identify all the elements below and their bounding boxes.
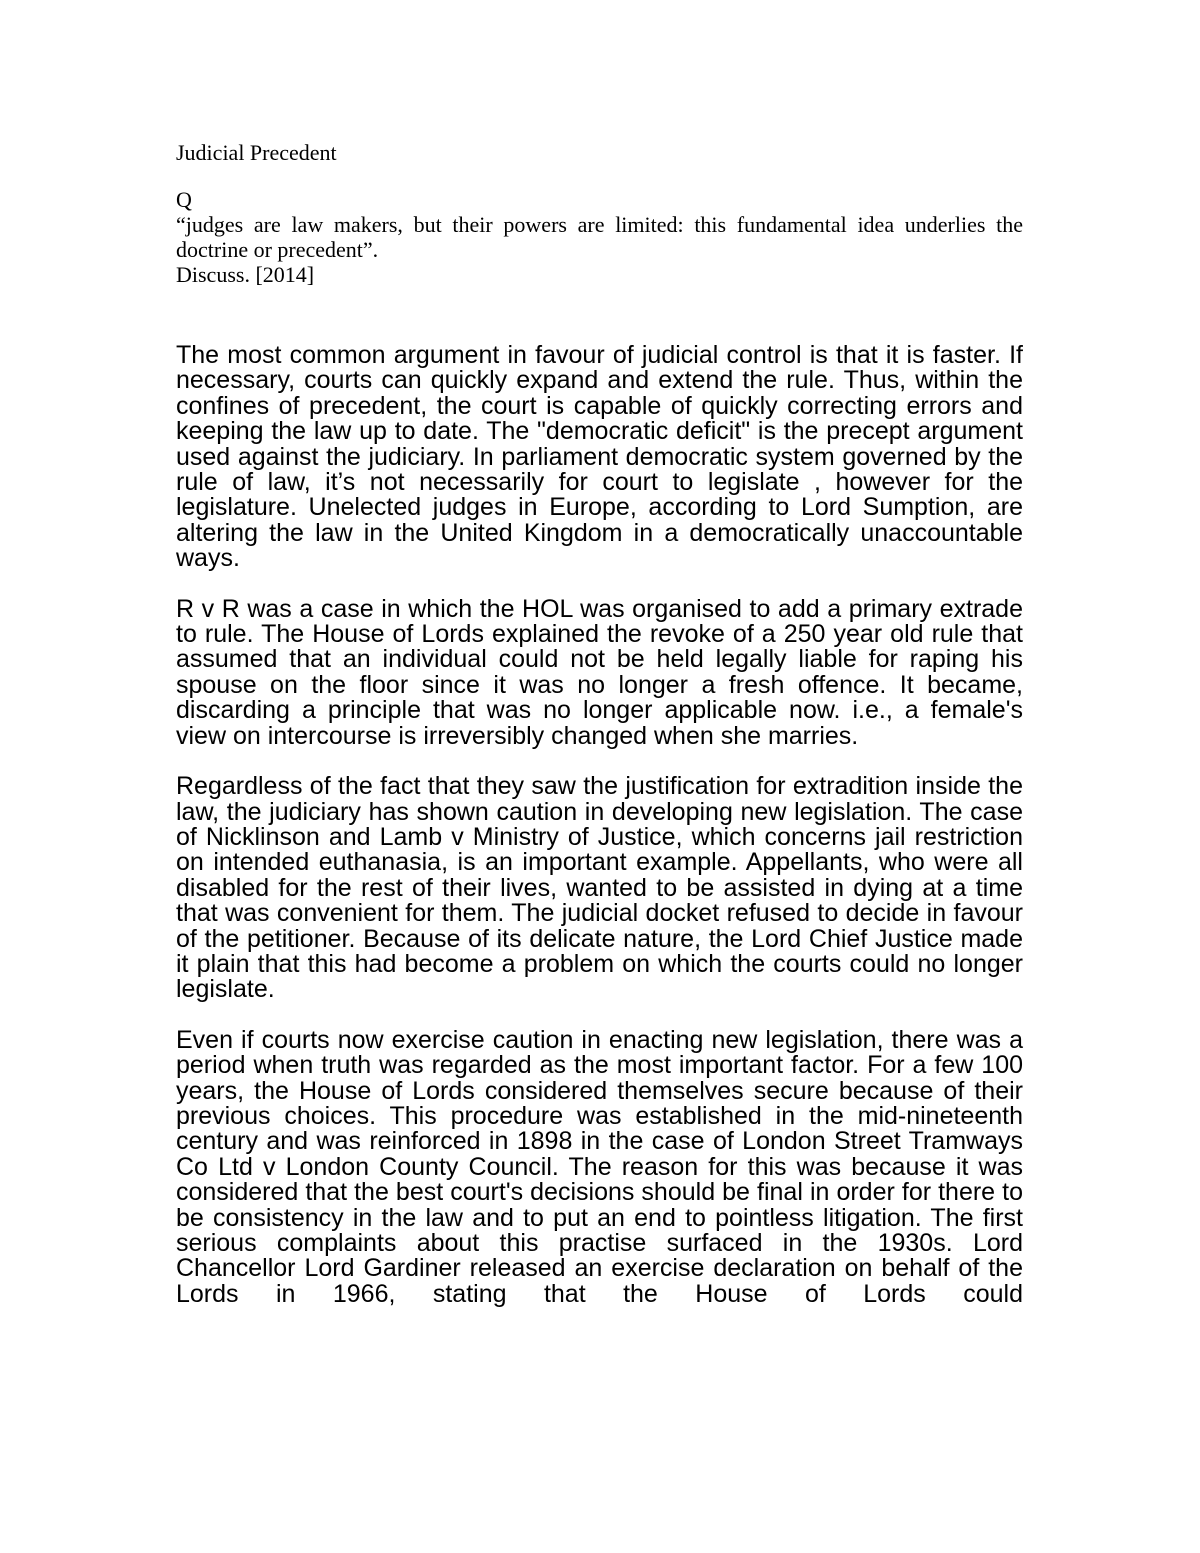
discuss-instruction: Discuss. [2014] — [176, 262, 315, 287]
document-title: Judicial Precedent — [176, 140, 337, 165]
paragraph-1: The most common argument in favour of judicial control is that it is faster. If necessary, courts can quickly expand and extend the rule. Thus, within the confines of precedent, the court is capable of quickly correcting errors and keeping the law up to date. The "democratic deficit" is the precept argument used against the judiciary. In parliament democratic system governed by the rule of law, it’s not necessarily for court to legislate , however for the legislature. Unelected judges in Europe, according to Lord Sumption, are altering the law in the United Kingdom in a democratically unaccountable ways. — [176, 341, 1023, 573]
question-marker: Q — [176, 187, 192, 212]
answer-body — [176, 343, 1023, 1307]
question-text: “judges are law makers, but their powers are limited: this fundamental idea underlies the doctrine or precedent”. — [176, 212, 1023, 262]
paragraph-4: Even if courts now exercise caution in enacting new legislation, there was a period when truth was regarded as the most important factor. For a few 100 years, the House of Lords considered themselves secure because of their previous choices. This procedure was established in the mid-nineteenth century and was reinforced in 1898 in the case of London Street Tramways Co Ltd v London County Council. The reason for this was because it was considered that the best court's decisions should be final in order for there to be consistency in the law and to put an end to pointless litigation. The first serious complaints about this practise surfaced in the 1930s. Lord Chancellor Lord Gardiner released an exercise declaration on behalf of the Lords in 1966, stating that the House of Lords could — [176, 1025, 1023, 1308]
paragraph-2: R v R was a case in which the HOL was organised to add a primary extrade to rule. The House of Lords explained the revoke of a 250 year old rule that assumed that an individual could not be held legally liable for raping his spouse on the floor since it was no longer a fresh offence. It became, discarding a principle that was no longer applicable now. i.e., a female's view on intercourse is irreversibly changed when she marries. — [176, 594, 1023, 750]
document-content — [176, 140, 1023, 1307]
paragraph-3: Regardless of the fact that they saw the justification for extradition inside the law, the judiciary has shown caution in developing new legislation. The case of Nicklinson and Lamb v Ministry of Justice, which concerns jail restriction on intended euthanasia, is an important example. Appellants, who were all disabled for the rest of their lives, wanted to be assisted in dying at a time that was convenient for them. The judicial docket refused to decide in favour of the petitioner. Because of its delicate nature, the Lord Chief Justice made it plain that this had become a problem on which the courts could no longer legislate. — [176, 772, 1023, 1004]
